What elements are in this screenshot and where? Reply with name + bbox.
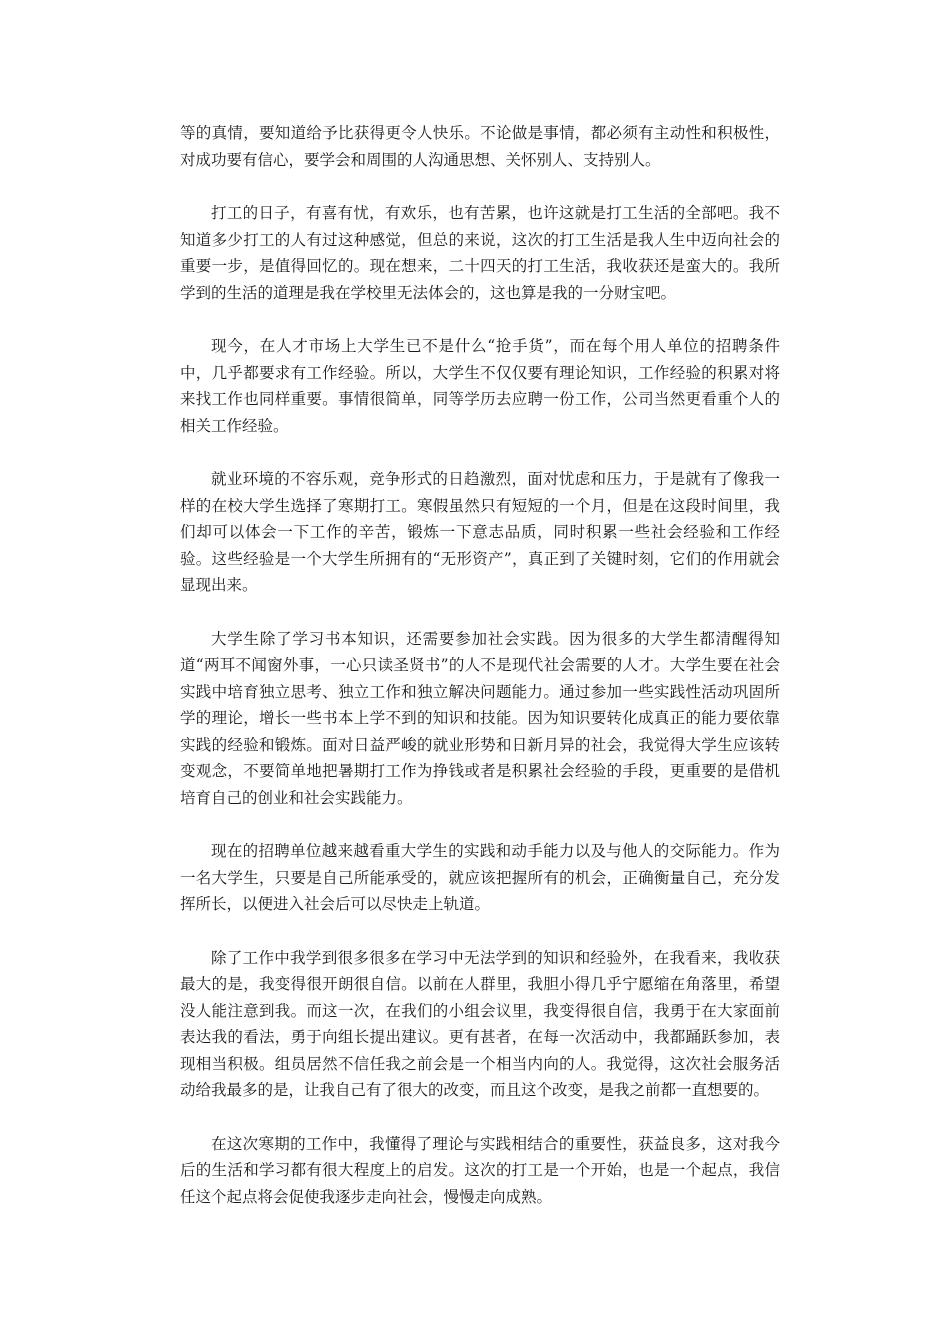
paragraph-2: 打工的日子，有喜有忧，有欢乐，也有苦累，也许这就是打工生活的全部吧。我不知道多少打工的人有过这种感觉，但总的来说，这次的打工生活是我人生中迈向社会的重要一步，是值得回忆的。现在想来，二十四天的打工生活，我收获还是蛮大的。我所学到的生活的道理是我在学校里无法体会的，这也算是我的一分财宝吧。 [180,204,780,302]
paragraph-1: 等的真情，要知道给予比获得更令人快乐。不论做是事情，都必须有主动性和积极性，对成功要有信心，要学会和周围的人沟通思想、关怀别人、支持别人。 [180,124,780,169]
paragraph-7: 除了工作中我学到很多很多在学习中无法学到的知识和经验外，在我看来，我收获最大的是，我变得很开朗很自信。以前在人群里，我胆小得几乎宁愿缩在角落里，希望没人能注意到我。而这一次，在我们的小组会议里，我变得很自信，我勇于在大家面前表达我的看法，勇于向组长提出建议。更有甚者，在每一次活动中，我都踊跃参加，表现相当积极。组员居然不信任我之前会是一个相当内向的人。我觉得，这次社会服务活动给我最多的是，让我自己有了很大的改变，而且这个改变，是我之前都一直想要的。 [180,948,780,1099]
paragraph-5: 大学生除了学习书本知识，还需要参加社会实践。因为很多的大学生都清醒得知道“两耳不闻窗外事，一心只读圣贤书”的人不是现代社会需要的人才。大学生要在社会实践中培育独立思考、独立工作和独立解决问题能力。通过参加一些实践性活动巩固所学的理论，增长一些书本上学不到的知识和技能。因为知识要转化成真正的能力要依靠实践的经验和锻炼。面对日益严峻的就业形势和日新月异的社会，我觉得大学生应该转变观念，不要简单地把暑期打工作为挣钱或者是积累社会经验的手段，更重要的是借机培育自己的创业和社会实践能力。 [180,629,780,807]
paragraph-4: 就业环境的不容乐观，竞争形式的日趋激烈，面对忧虑和压力，于是就有了像我一样的在校大学生选择了寒期打工。寒假虽然只有短短的一个月，但是在这段时间里，我们却可以体会一下工作的辛苦，锻炼一下意志品质，同时积累一些社会经验和工作经验。这些经验是一个大学生所拥有的“无形资产”，真正到了关键时刻，它们的作用就会显现出来。 [180,470,780,594]
paragraph-6: 现在的招聘单位越来越看重大学生的实践和动手能力以及与他人的交际能力。作为一名大学生，只要是自己所能承受的，就应该把握所有的机会，正确衡量自己，充分发挥所长，以便进入社会后可以尽快走上轨道。 [180,842,780,913]
paragraph-3: 现今，在人才市场上大学生已不是什么“抢手货”，而在每个用人单位的招聘条件中，几乎都要求有工作经验。所以，大学生不仅仅要有理论知识，工作经验的积累对将来找工作也同样重要。事情很简单，同等学历去应聘一份工作，公司当然更看重个人的相关工作经验。 [180,337,780,435]
paragraph-8: 在这次寒期的工作中，我懂得了理论与实践相结合的重要性，获益良多，这对我今后的生活和学习都有很大程度上的启发。这次的打工是一个开始，也是一个起点，我信任这个起点将会促使我逐步走向社会，慢慢走向成熟。 [180,1134,780,1206]
document-page [180,120,780,1237]
